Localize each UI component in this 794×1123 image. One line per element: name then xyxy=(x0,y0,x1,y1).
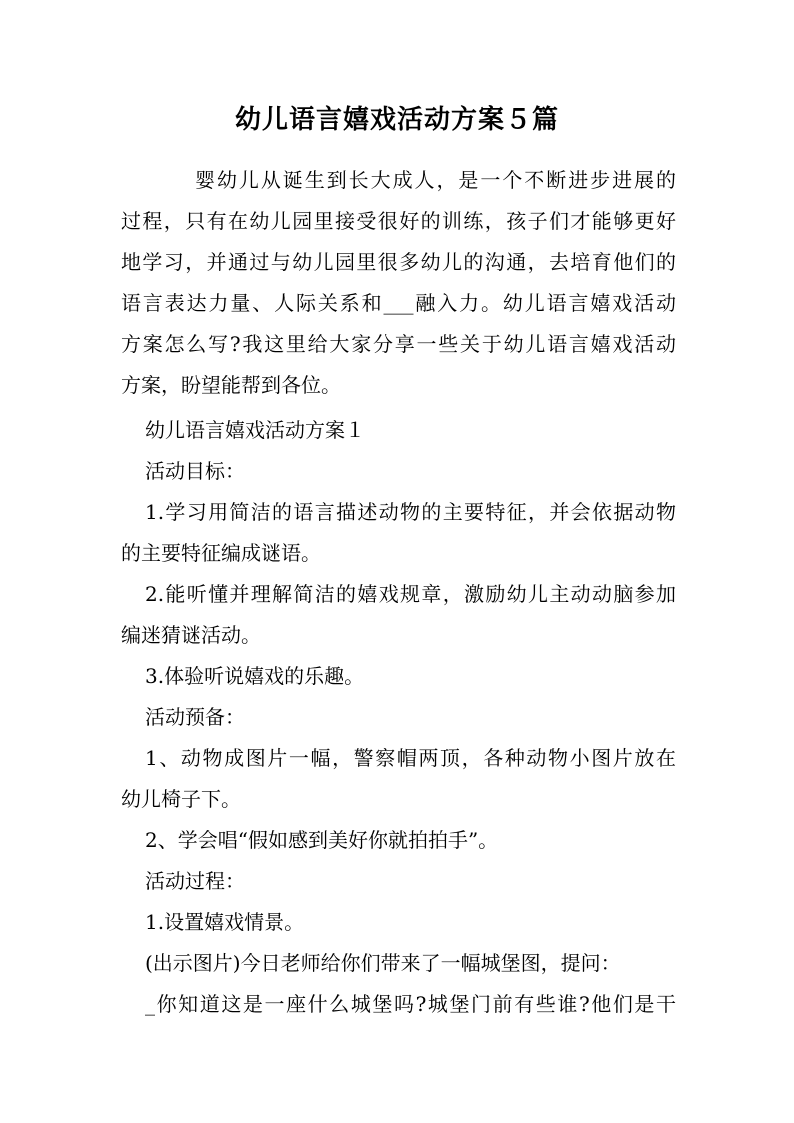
paragraph-line: 方案，盼望能帮到各位。 xyxy=(121,373,341,397)
paragraph-line: 过程，只有在幼儿园里接受很好的训练，孩子们才能够更好 xyxy=(121,209,676,233)
list-item-line: 1、动物成图片一幅，警察帽两顶，各种动物小图片放在 xyxy=(145,746,676,770)
list-item-line: 编迷猜谜活动。 xyxy=(121,623,261,647)
document-title: 幼儿语言嬉戏活动方案５篇 xyxy=(234,105,559,135)
subsection-heading: 活动过程： xyxy=(145,869,245,893)
list-item-line: 2.能听懂并理解简洁的嬉戏规章，激励幼儿主动动脑参加 xyxy=(145,582,676,606)
subsection-heading: 活动预备： xyxy=(145,705,245,729)
list-item-line: 2、学会唱“假如感到美好你就拍拍手”。 xyxy=(145,828,499,852)
paragraph-line: 地学习，并通过与幼儿园里很多幼儿的沟通，去培育他们的 xyxy=(121,250,676,274)
list-item-line: 1.学习用简洁的语言描述动物的主要特征，并会依据动物 xyxy=(145,500,676,524)
list-item-line: 的主要特征编成谜语。 xyxy=(121,541,321,565)
section-heading: 幼儿语言嬉戏活动方案１ xyxy=(145,418,365,442)
list-item-line: 幼儿椅子下。 xyxy=(121,787,241,811)
paragraph-line: 婴幼儿从诞生到长大成人，是一个不断进步进展的 xyxy=(195,168,676,192)
paragraph-line: (出示图片)今日老师给你们带来了一幅城堡图，提问： xyxy=(145,951,621,975)
subsection-heading: 活动目标： xyxy=(145,459,245,483)
paragraph-line: 语言表达力量、人际关系和___融入力。幼儿语言嬉戏活动 xyxy=(121,291,676,315)
paragraph-line: 方案怎么写?我这里给大家分享一些关于幼儿语言嬉戏活动 xyxy=(121,332,676,356)
list-item-line: 1.设置嬉戏情景。 xyxy=(145,910,305,934)
paragraph-line: _你知道这是一座什么城堡吗?城堡门前有些谁?他们是干 xyxy=(145,992,676,1016)
list-item-line: 3.体验听说嬉戏的乐趣。 xyxy=(145,664,365,688)
